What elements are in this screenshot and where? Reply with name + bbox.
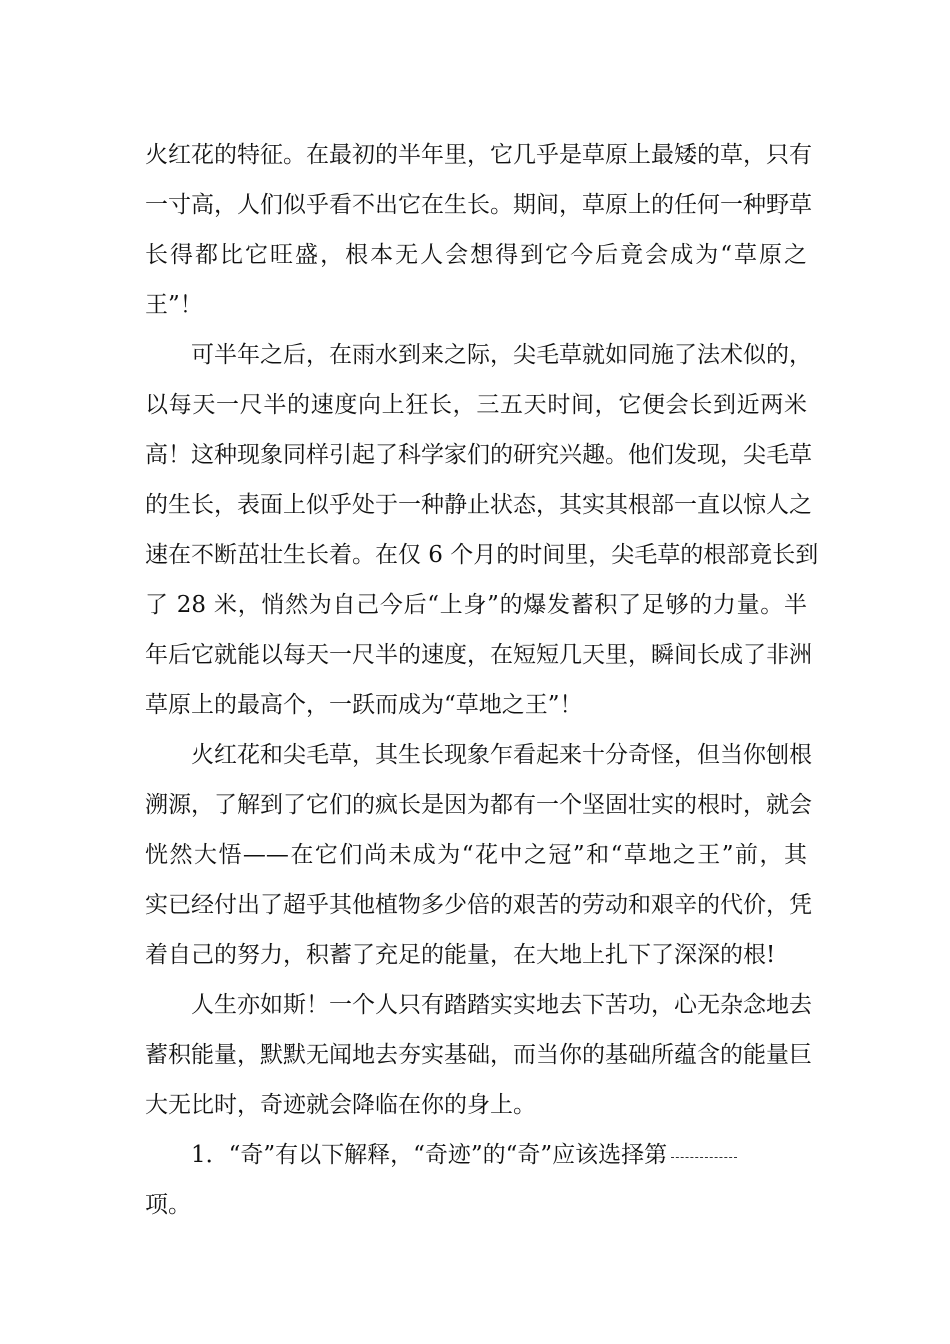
question-continuation: 项。 [145, 1192, 191, 1218]
paragraph-3 [145, 730, 812, 980]
paragraph-2 [145, 330, 819, 730]
text-line: 一寸高，人们似乎看不出它在生长。期间，草原上的任何一种野草 [145, 192, 812, 218]
text-line: 速在不断茁壮生长着。在仅 6 个月的时间里，尖毛草的根部竟长到 [145, 542, 819, 568]
text-line: 高！这种现象同样引起了科学家们的研究兴趣。他们发现，尖毛草 [145, 442, 812, 468]
text-line: 长得都比它旺盛，根本无人会想得到它今后竟会成为“草原之 [145, 242, 807, 268]
question-text: 1．“奇”有以下解释，“奇迹”的“奇”应该选择第 [191, 1142, 668, 1168]
text-line: 实已经付出了超乎其他植物多少倍的艰苦的劳动和艰辛的代价，凭 [145, 892, 812, 918]
question-line [145, 1130, 807, 1180]
text-line: 可半年之后，在雨水到来之际，尖毛草就如同施了法术似的， [191, 342, 812, 368]
text-line: 火红花的特征。在最初的半年里，它几乎是草原上最矮的草，只有 [145, 142, 812, 168]
text-line: 火红花和尖毛草，其生长现象乍看起来十分奇怪，但当你刨根 [191, 742, 812, 768]
text-line: 的生长，表面上似乎处于一种静止状态，其实其根部一直以惊人之 [145, 492, 812, 518]
text-line: 蓄积能量，默默无闻地去夯实基础，而当你的基础所蕴含的能量巨 [145, 1042, 812, 1068]
text-line: 恍然大悟——在它们尚未成为“花中之冠”和“草地之王”前，其 [145, 842, 807, 868]
text-line: 着自己的努力，积蓄了充足的能量，在大地上扎下了深深的根! [145, 942, 776, 968]
question-1 [145, 1130, 807, 1230]
article-body [145, 130, 819, 1230]
text-line: 人生亦如斯！一个人只有踏踏实实地去下苦功，心无杂念地去 [191, 992, 812, 1018]
text-line: 草原上的最高个，一跃而成为“草地之王”！ [145, 692, 583, 718]
text-line: 王”！ [145, 292, 203, 318]
text-line: 大无比时，奇迹就会降临在你的身上。 [145, 1092, 536, 1118]
text-line: 了 28 米，悄然为自己今后“上身”的爆发蓄积了足够的力量。半 [145, 592, 807, 618]
text-line: 年后它就能以每天一尺半的速度，在短短几天里，瞬间长成了非洲 [145, 642, 812, 668]
text-line: 溯源，了解到了它们的疯长是因为都有一个坚固壮实的根时，就会 [145, 792, 812, 818]
paragraph-1 [145, 130, 812, 330]
paragraph-4 [145, 980, 812, 1130]
text-line: 以每天一尺半的速度向上狂长，三五天时间，它便会长到近两米 [145, 392, 807, 418]
answer-blank[interactable] [671, 1156, 737, 1158]
